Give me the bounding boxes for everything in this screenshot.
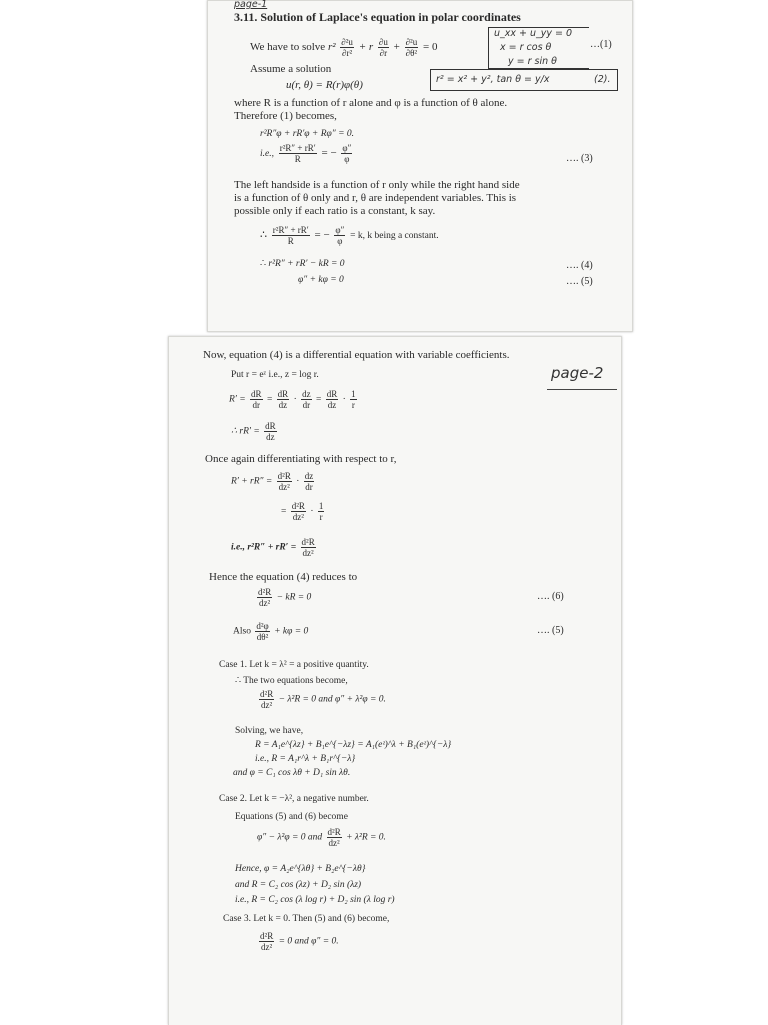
fraction-dR-dz-2: $\frac{dR}{dz}$ (326, 389, 338, 410)
case-2-text: Equations (5) and (6) become (235, 812, 348, 822)
const-equals-minus: = − (314, 229, 330, 242)
first-derivative-line: R′ = $\frac{dR}{dr}$ = $\frac{dR}{dz}$ · $\frac{dz}{dr}$ = $\frac{dR}{dz}$ · $\frac{1}{r}$ (229, 389, 356, 410)
hence-reduces-text: Hence the equation (4) reduces to (209, 571, 358, 583)
fraction-d2phi-dtheta2: $\frac{\text{d²φ}}{\text{dθ²}}$ (256, 621, 269, 642)
fraction-1-over-r-b: $\frac{1}{r}$ (318, 501, 324, 522)
where-text-1: where R is a function of r alone and φ is a function of θ alone. (234, 97, 508, 109)
fraction-rhs: $\frac{\varphi''}{\varphi}$ (342, 143, 352, 164)
assume-solution-text: Assume a solution (250, 63, 332, 75)
fraction-d2R-dz2-c: $\frac{\text{d²R}}{\text{dz²}}$ (301, 537, 315, 558)
ie-label: i.e., (260, 149, 274, 160)
scanned-page-2 (168, 336, 622, 1025)
case-2-heading: Case 2. Let k = −λ², a negative number. (219, 794, 369, 804)
fraction-du-dr: $\frac{\partial u}{\partial r}$ (378, 37, 388, 58)
again-differentiating-text: Once again differentiating with respect to r, (205, 453, 397, 465)
equation-6-line: $\frac{\text{d²R}}{\text{dz²}}$ − kR = 0 (258, 587, 312, 608)
fraction-dz-dr-2: $\frac{dz}{dr}$ (304, 471, 314, 492)
equation-number-6: …. (6) (537, 591, 564, 602)
case-1-solution-2: i.e., R = A₁r^λ + B₁r^{−λ} (255, 754, 356, 764)
argument-text-3: possible only if each ratio is a constant, k say. (234, 205, 436, 217)
equation-number-5-repeat: …. (5) (537, 625, 564, 636)
constant-equation-line (260, 225, 439, 246)
page-2-handwritten-tag: page-2 (551, 364, 604, 382)
argument-text-2: is a function of θ only and r, θ are independent variables. This is (234, 192, 517, 204)
fraction-d2u-dtheta2: $\frac{\text{∂²u}}{\text{∂θ²}}$ (405, 37, 418, 58)
page-1-handwritten-tag: page-1 (234, 0, 268, 10)
where-text-2: Therefore (1) becomes, (234, 110, 337, 122)
section-title: Solution of Laplace's equation in polar coordinates (260, 10, 521, 24)
substitution-text: Put r = eᶻ i.e., z = log r. (231, 370, 319, 380)
fraction-dR-dr: $\frac{dR}{dr}$ (251, 389, 262, 410)
fraction-d2R-dz2-b: $\frac{\text{d²R}}{\text{dz²}}$ (291, 501, 305, 522)
fraction-dz-dr: $\frac{dz}{dr}$ (302, 389, 311, 410)
page-2-tag-underline (547, 389, 617, 390)
equation-number-3: …. (3) (566, 153, 593, 164)
second-derivative-line-b: = $\frac{\text{d²R}}{\text{dz²}}$ · $\frac{1}{r}$ (281, 501, 324, 522)
fraction-dR-dz-3: $\frac{dR}{dz}$ (265, 421, 276, 442)
case-2-solution-R: and R = C₂ cos (λz) + D₂ sin (λz) (235, 880, 362, 890)
section-heading (234, 11, 521, 24)
eq-plus: + (393, 41, 400, 54)
handwritten-cartesian-laplace: u_xx + u_yy = 0 (494, 28, 573, 39)
eq-rhs-zero: = 0 (422, 41, 438, 54)
fraction-d2u-dr2: $\frac{\text{∂²u}}{\text{∂r²}}$ (341, 37, 353, 58)
case-3-equations: $\frac{\text{d²R}}{\text{dz²}}$ = 0 and φ″ = 0. (260, 931, 339, 952)
equation-number-4: …. (4) (566, 260, 593, 271)
case-2-solution-phi: Hence, φ = A₂e^{λθ} + B₂e^{−λθ} (235, 864, 366, 874)
substituted-equation: r²R″φ + rR′φ + Rφ″ = 0. (260, 129, 355, 139)
intro-text: Now, equation (4) is a differential equation with variable coefficients. (203, 349, 510, 361)
separated-solution-form: u(r, θ) = R(r)φ(θ) (286, 79, 363, 91)
case-3-heading: Case 3. Let k = 0. Then (5) and (6) become, (223, 914, 390, 924)
handwritten-equation-number-2: (2). (594, 74, 611, 85)
fraction-1-over-r: $\frac{1}{r}$ (351, 389, 356, 410)
equation-4-text: r²R″ + rR′ − kR = 0 (268, 259, 345, 269)
fraction-const-rhs: $\frac{\varphi''}{\varphi}$ (335, 225, 345, 246)
case-2-solution-R-log: i.e., R = C₂ cos (λ log r) + D₂ sin (λ log r) (235, 895, 395, 905)
solving-text: Solving, we have, (235, 726, 304, 736)
eq-plus-r: + r (358, 41, 374, 54)
handwritten-x-relation: x = r cos θ (500, 42, 552, 53)
case-2-equations: φ″ − λ²φ = 0 and $\frac{\text{d²R}}{\text{dz²}}$ + λ²R = 0. (257, 827, 386, 848)
also-equation-line: Also $\frac{\text{d²φ}}{\text{dθ²}}$ + kφ = 0 (233, 621, 309, 642)
section-number: 3.11. (234, 10, 258, 24)
fraction-const-lhs: $\frac{\text{r²R″ + rR′}}{R}$ (272, 225, 309, 246)
fraction-dR-dz: $\frac{dR}{dz}$ (277, 389, 289, 410)
equation-number-5: …. (5) (566, 276, 593, 287)
handwritten-polar-relations: r² = x² + y², tan θ = y/x (436, 74, 550, 85)
eq-equals-minus: = − (321, 147, 337, 160)
second-derivative-line-c: i.e., r²R″ + rR′ = $\frac{\text{d²R}}{\text{dz²}}$ (231, 537, 315, 558)
eq-term-r2: r² (327, 41, 336, 54)
ratio-equation-line (260, 143, 354, 164)
case-1-equations: $\frac{\text{d²R}}{\text{dz²}}$ − λ²R = 0 and φ″ + λ²φ = 0. (260, 689, 386, 710)
scanned-page-1 (207, 0, 633, 332)
therefore-symbol: ∴ (260, 229, 267, 242)
fraction-d2R-dz2-case2: $\frac{\text{d²R}}{\text{dz²}}$ (327, 827, 341, 848)
equation-4-line (260, 258, 345, 271)
case-1-solution-1: R = A₁e^{λz} + B₁e^{−λz} = A₁(eᶻ)^λ + B₁(eᶻ)^{−λ} (255, 740, 452, 750)
case-1-heading: Case 1. Let k = λ² = a positive quantity. (219, 660, 369, 670)
therefore-symbol-2: ∴ (260, 259, 267, 269)
fraction-d2R-dz2-eq6: $\frac{\text{d²R}}{\text{dz²}}$ (258, 587, 272, 608)
fraction-d2R-dz2-case3: $\frac{\text{d²R}}{\text{dz²}}$ (260, 931, 274, 952)
second-derivative-line: R′ + rR″ = $\frac{\text{d²R}}{\text{dz²}}$ · $\frac{dz}{dr}$ (231, 471, 314, 492)
rRprime-line: ∴ rR′ = $\frac{dR}{dz}$ (231, 421, 276, 442)
fraction-d2R-dz2: $\frac{\text{d²R}}{\text{dz²}}$ (277, 471, 291, 492)
solve-intro: We have to solve (250, 41, 326, 54)
equation-5-text: φ″ + kφ = 0 (298, 275, 344, 285)
fraction-lhs: $\frac{\text{r²R″ + rR′}}{R}$ (279, 143, 316, 164)
const-k-text: = k, k being a constant. (350, 231, 439, 242)
case-1-text: ∴ The two equations become, (235, 676, 348, 686)
handwritten-y-relation: y = r sin θ (508, 56, 557, 67)
laplace-equation-line (250, 37, 437, 58)
case-1-solution-3: and φ = C₁ cos λθ + D₁ sin λθ. (233, 768, 351, 778)
argument-text-1: The left handside is a function of r only while the right hand side (234, 179, 520, 191)
fraction-d2R-dz2-case1: $\frac{\text{d²R}}{\text{dz²}}$ (260, 689, 274, 710)
equation-number-1: …(1) (590, 39, 612, 50)
